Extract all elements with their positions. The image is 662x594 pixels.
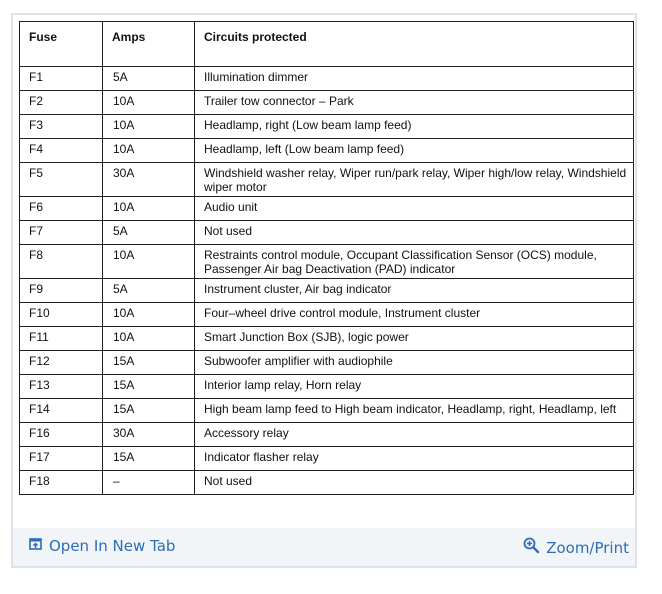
amps-cell: 10A: [103, 197, 195, 221]
open-in-new-tab-link[interactable]: [29, 537, 175, 555]
table-row: [20, 375, 634, 399]
fuse-table: [19, 21, 634, 495]
table-row: [20, 139, 634, 163]
fuse-cell: F13: [20, 375, 103, 399]
amps-cell: 10A: [103, 327, 195, 351]
table-row: [20, 399, 634, 423]
circuits-cell: Accessory relay: [195, 423, 634, 447]
fuse-cell: F8: [20, 245, 103, 279]
fuse-cell: F3: [20, 115, 103, 139]
table-row: [20, 447, 634, 471]
table-row: [20, 423, 634, 447]
circuits-cell: Subwoofer amplifier with audiophile: [195, 351, 634, 375]
circuits-cell: Indicator flasher relay: [195, 447, 634, 471]
table-row: [20, 221, 634, 245]
circuits-cell: Interior lamp relay, Horn relay: [195, 375, 634, 399]
fuse-cell: F14: [20, 399, 103, 423]
circuits-cell: Not used: [195, 471, 634, 495]
amps-cell: 15A: [103, 399, 195, 423]
circuits-cell: Headlamp, left (Low beam lamp feed): [195, 139, 634, 163]
header-fuse: Fuse: [20, 22, 103, 67]
table-row: [20, 163, 634, 197]
amps-cell: 5A: [103, 67, 195, 91]
amps-cell: 10A: [103, 303, 195, 327]
table-row: [20, 303, 634, 327]
amps-cell: 10A: [103, 139, 195, 163]
fuse-cell: F2: [20, 91, 103, 115]
fuse-cell: F11: [20, 327, 103, 351]
table-row: [20, 351, 634, 375]
circuits-cell: Audio unit: [195, 197, 634, 221]
amps-cell: 10A: [103, 245, 195, 279]
circuits-cell: Smart Junction Box (SJB), logic power: [195, 327, 634, 351]
circuits-cell: Trailer tow connector – Park: [195, 91, 634, 115]
zoom-print-label: Zoom/Print: [546, 538, 629, 557]
amps-cell: 30A: [103, 163, 195, 197]
fuse-cell: F10: [20, 303, 103, 327]
fuse-cell: F5: [20, 163, 103, 197]
image-frame: [11, 13, 637, 568]
table-row: [20, 279, 634, 303]
fuse-cell: F6: [20, 197, 103, 221]
circuits-cell: Headlamp, right (Low beam lamp feed): [195, 115, 634, 139]
fuse-cell: F17: [20, 447, 103, 471]
amps-cell: 10A: [103, 115, 195, 139]
fuse-cell: F9: [20, 279, 103, 303]
amps-cell: 15A: [103, 351, 195, 375]
fuse-cell: F16: [20, 423, 103, 447]
zoom-in-icon: [523, 537, 540, 558]
open-in-new-tab-label: Open In New Tab: [49, 537, 176, 555]
circuits-cell: Four–wheel drive control module, Instrument cluster: [195, 303, 634, 327]
amps-cell: 15A: [103, 375, 195, 399]
open-in-new-tab-icon: [29, 537, 43, 555]
fuse-cell: F1: [20, 67, 103, 91]
table-row: [20, 91, 634, 115]
table-row: [20, 245, 634, 279]
header-amps: Amps: [103, 22, 195, 67]
fuse-table-container: [19, 21, 633, 495]
circuits-cell: Not used: [195, 221, 634, 245]
amps-cell: 5A: [103, 221, 195, 245]
fuse-cell: F18: [20, 471, 103, 495]
circuits-cell: Instrument cluster, Air bag indicator: [195, 279, 634, 303]
table-row: [20, 115, 634, 139]
image-footer: [13, 528, 635, 566]
table-row: [20, 67, 634, 91]
table-row: [20, 327, 634, 351]
fuse-cell: F4: [20, 139, 103, 163]
circuits-cell: High beam lamp feed to High beam indicator, Headlamp, right, Headlamp, left: [195, 399, 634, 423]
zoom-print-link[interactable]: [523, 537, 629, 558]
table-row: [20, 197, 634, 221]
amps-cell: –: [103, 471, 195, 495]
circuits-cell: Illumination dimmer: [195, 67, 634, 91]
fuse-cell: F7: [20, 221, 103, 245]
fuse-cell: F12: [20, 351, 103, 375]
table-header-row: [20, 22, 634, 67]
table-row: [20, 471, 634, 495]
amps-cell: 10A: [103, 91, 195, 115]
circuits-cell: Windshield washer relay, Wiper run/park relay, Wiper high/low relay, Windshield wiper motor: [195, 163, 634, 197]
amps-cell: 30A: [103, 423, 195, 447]
circuits-cell: Restraints control module, Occupant Classification Sensor (OCS) module, Passenger Air bag Deactivation (PAD) indicator: [195, 245, 634, 279]
header-circuits: Circuits protected: [195, 22, 634, 67]
amps-cell: 5A: [103, 279, 195, 303]
amps-cell: 15A: [103, 447, 195, 471]
